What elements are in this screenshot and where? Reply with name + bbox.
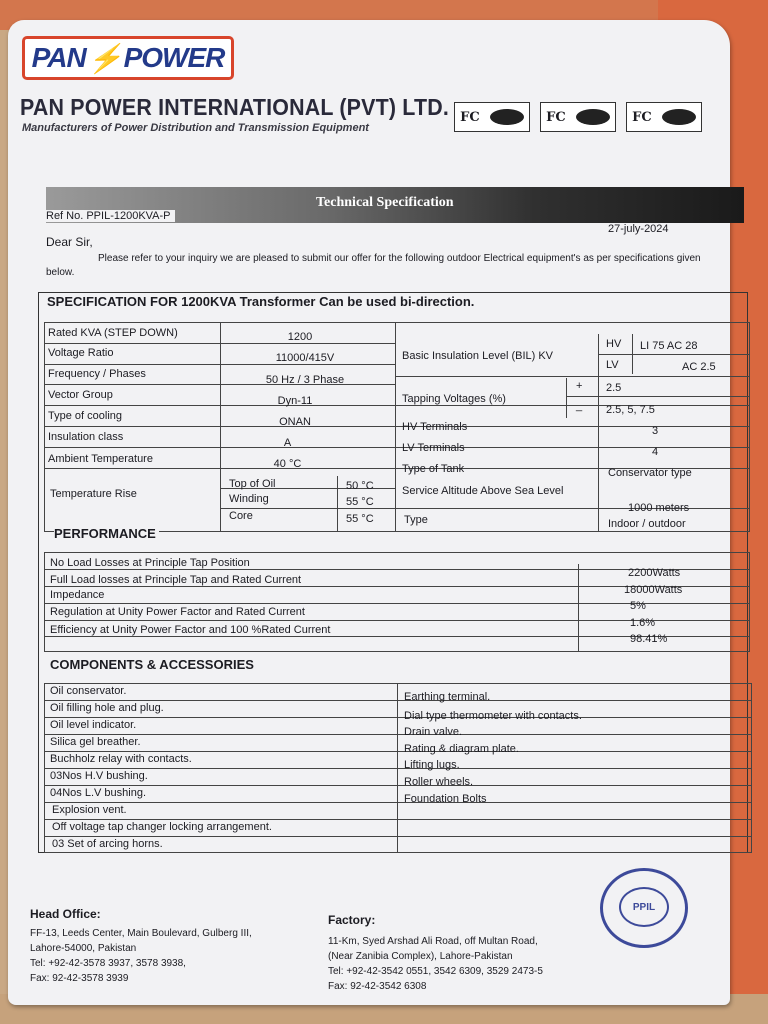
insulation-label: Insulation class — [48, 431, 124, 443]
tapping-plus-value: 2.5 — [606, 382, 622, 394]
bil-label: Basic Insulation Level (BIL) KV — [402, 350, 554, 362]
voltage-ratio-value: 11000/415V — [275, 352, 335, 364]
head-office-line: Fax: 92-42-3578 3939 — [30, 973, 129, 984]
tapping-label: Tapping Voltages (%) — [402, 393, 506, 405]
logo-text-right: POWER — [123, 42, 225, 73]
voltage-ratio-label: Voltage Ratio — [48, 347, 114, 359]
tapping-minus-sign: _ — [576, 400, 583, 412]
performance-row-label: No Load Losses at Principle Tap Position — [50, 557, 250, 569]
spec-heading: SPECIFICATION FOR 1200KVA Transformer Can be used bi-direction. — [47, 294, 475, 309]
components-heading: COMPONENTS & ACCESSORIES — [50, 657, 254, 672]
certification-badge-icon: FC — [626, 102, 702, 132]
certification-badge-icon: FC — [540, 102, 616, 132]
temp-rise-row-label: Winding — [229, 493, 269, 505]
component-item: Oil filling hole and plug. — [50, 702, 164, 714]
tapping-plus-sign: + — [576, 380, 583, 392]
performance-row-value: 98.41% — [630, 633, 668, 645]
performance-row-label: Impedance — [50, 589, 105, 601]
lightning-bolt-icon: ⚡ — [87, 42, 122, 74]
rated-kva-label: Rated KVA (STEP DOWN) — [48, 327, 178, 339]
ambient-value: 40 °C — [273, 458, 302, 470]
rated-kva-value: 1200 — [287, 331, 313, 343]
component-item: Dial type thermometer with contacts. — [404, 710, 582, 722]
company-seal-icon — [600, 868, 688, 948]
head-office-title: Head Office: — [30, 907, 101, 921]
altitude-value: 1000 meters — [628, 502, 690, 514]
altitude-label: Service Altitude Above Sea Level — [402, 485, 564, 497]
tank-label: Type of Tank — [402, 463, 465, 475]
component-item: Lifting lugs. — [404, 759, 460, 771]
logo-text-left: PAN — [31, 42, 86, 73]
temp-rise-row-value: 55 °C — [346, 496, 374, 508]
component-item: Buchholz relay with contacts. — [50, 753, 192, 765]
hv-terminals-value: 3 — [651, 425, 659, 437]
component-item: Off voltage tap changer locking arrangement. — [52, 821, 272, 833]
tank-value: Conservator type — [608, 467, 692, 479]
component-item: Earthing terminal. — [404, 691, 491, 703]
component-item: Oil conservator. — [50, 685, 127, 697]
bil-lv-value: AC 2.5 — [682, 361, 716, 373]
performance-row-value: 5% — [630, 600, 646, 612]
frequency-value: 50 Hz / 3 Phase — [265, 374, 345, 386]
certification-badge-icon: FC — [454, 102, 530, 132]
factory-title: Factory: — [328, 913, 376, 927]
factory-line: 11-Km, Syed Arshad Ali Road, off Multan Road, — [328, 936, 538, 947]
performance-row-value: 1.6% — [630, 617, 656, 629]
component-item: Oil level indicator. — [50, 719, 137, 731]
head-office-line: FF-13, Leeds Center, Main Boulevard, Gulberg III, — [30, 928, 252, 939]
component-item: Silica gel breather. — [50, 736, 141, 748]
seal-text: PPIL — [619, 887, 669, 927]
bil-hv-value: LI 75 AC 28 — [640, 340, 698, 352]
salutation: Dear Sir, — [46, 235, 93, 249]
performance-row-label: Regulation at Unity Power Factor and Rated Current — [50, 606, 305, 618]
head-office-line: Lahore-54000, Pakistan — [30, 943, 137, 954]
component-item: 03 Set of arcing horns. — [52, 838, 163, 850]
type-value: Indoor / outdoor — [608, 518, 686, 530]
performance-row-value: 2200Watts — [628, 567, 681, 579]
component-item: Rating & diagram plate. — [404, 743, 519, 755]
ambient-label: Ambient Temperature — [48, 453, 153, 465]
cooling-value: ONAN — [279, 416, 311, 428]
bil-lv-label: LV — [606, 359, 619, 371]
company-tagline: Manufacturers of Power Distribution and Transmission Equipment — [22, 122, 369, 134]
head-office-line: Tel: +92-42-3578 3937, 3578 3938, — [30, 958, 186, 969]
performance-row-label: Full Load losses at Principle Tap and Rated Current — [50, 574, 302, 586]
performance-row-value: 18000Watts — [624, 584, 683, 596]
hv-terminals-label: HV Terminals — [402, 421, 468, 433]
factory-line: (Near Zanibia Complex), Lahore-Pakistan — [328, 951, 513, 962]
component-item: Drain valve. — [404, 726, 463, 738]
temp-rise-row-value: 55 °C — [346, 513, 374, 525]
company-logo — [22, 36, 234, 80]
component-item: 04Nos L.V bushing. — [50, 787, 147, 799]
temp-rise-row-label: Core — [229, 510, 253, 522]
component-item: Foundation Bolts — [404, 793, 487, 805]
reference-number: Ref No. PPIL-1200KVA-P — [46, 210, 175, 222]
lv-terminals-label: LV Terminals — [402, 442, 465, 454]
factory-line: Fax: 92-42-3542 6308 — [328, 981, 427, 992]
frequency-label: Frequency / Phases — [48, 368, 146, 380]
component-item: 03Nos H.V bushing. — [50, 770, 148, 782]
temp-rise-row-value: 50 °C — [346, 480, 374, 492]
temp-rise-label: Temperature Rise — [50, 488, 137, 500]
component-item: Roller wheels. — [404, 776, 474, 788]
type-label: Type — [404, 514, 428, 526]
insulation-value: A — [283, 437, 292, 449]
certification-marks — [454, 102, 702, 132]
intro-paragraph: Please refer to your inquiry we are pleased to submit our offer for the following outdoor Electrical equipment's as per specifications given below. — [46, 253, 701, 278]
performance-row-label: Efficiency at Unity Power Factor and 100 %Rated Current — [50, 624, 331, 636]
temp-rise-row-label: Top of Oil — [229, 478, 276, 490]
vector-group-value: Dyn-11 — [277, 395, 313, 407]
component-item: Explosion vent. — [52, 804, 127, 816]
cooling-label: Type of cooling — [48, 410, 122, 422]
tapping-minus-value: 2.5, 5, 7.5 — [606, 404, 655, 416]
company-name: PAN POWER INTERNATIONAL (PVT) LTD. — [20, 94, 449, 120]
factory-line: Tel: +92-42-3542 0551, 3542 6309, 3529 2473-5 — [328, 966, 543, 977]
bil-hv-label: HV — [606, 338, 622, 350]
document-date: 27-july-2024 — [608, 223, 669, 235]
document-title: Technical Specification — [316, 195, 454, 210]
performance-heading: PERFORMANCE — [54, 526, 159, 541]
vector-group-label: Vector Group — [48, 389, 113, 401]
lv-terminals-value: 4 — [651, 446, 659, 458]
